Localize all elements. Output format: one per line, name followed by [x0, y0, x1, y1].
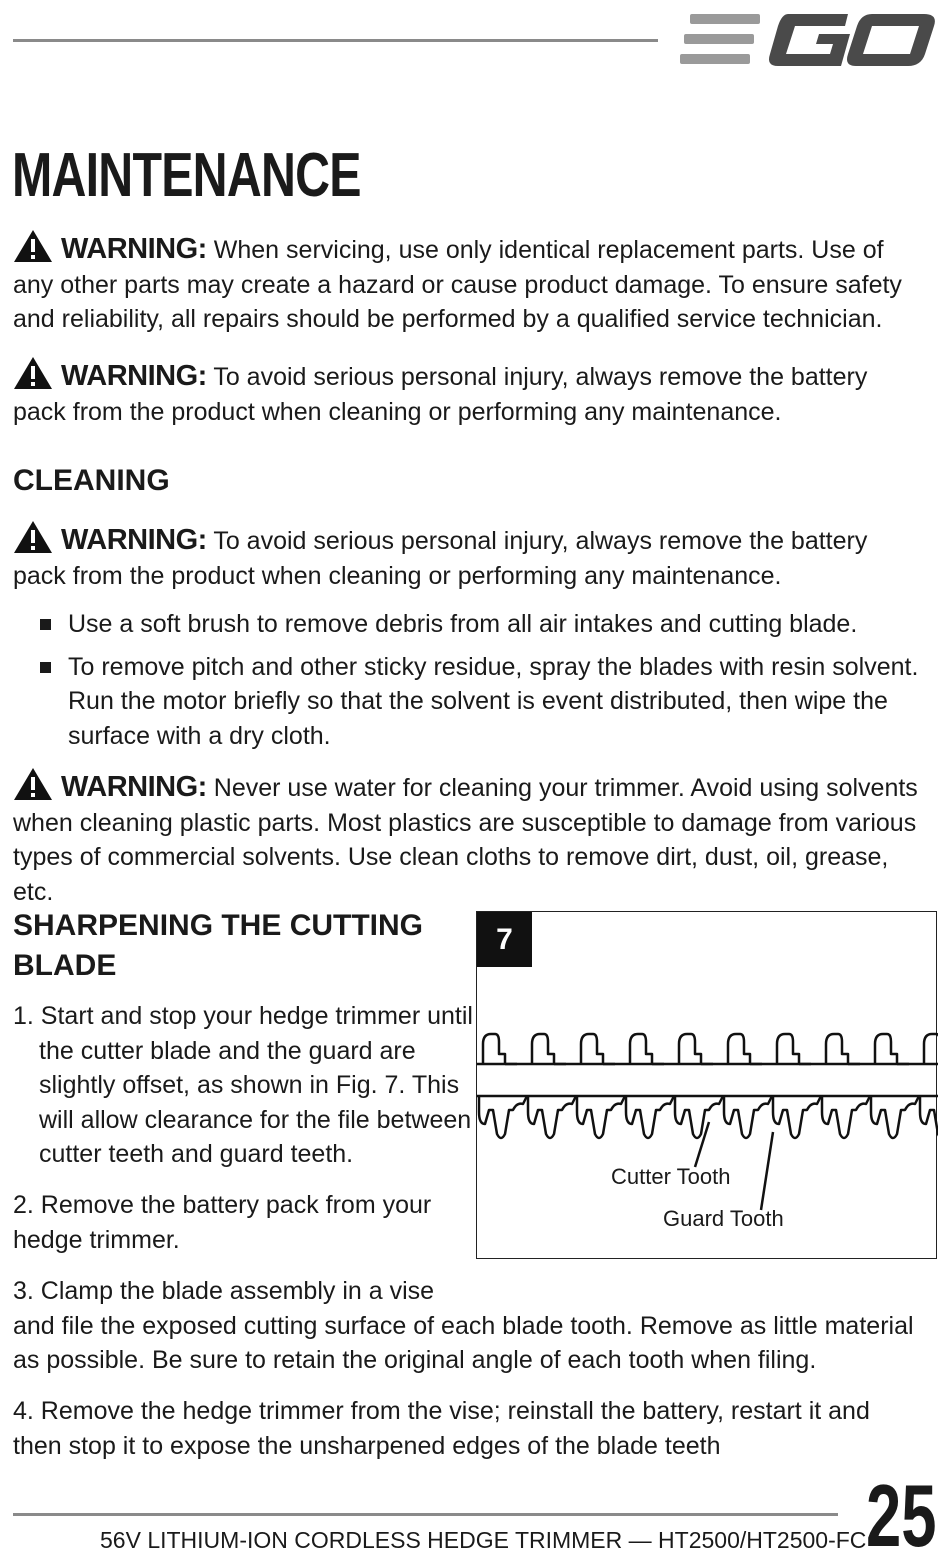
cutter-tooth-top	[483, 1034, 505, 1064]
warning-text: To avoid serious personal injury, always remove the battery pack from the product when cleaning or performing any maintenance.	[13, 527, 868, 590]
page-title: MAINTENANCE	[12, 141, 361, 210]
sharpening-heading-line1: SHARPENING THE CUTTING	[13, 909, 424, 942]
guard-tooth	[822, 1096, 870, 1138]
warning-triangle-icon	[13, 520, 53, 554]
cutter-tooth-top	[728, 1034, 750, 1064]
warning-cleaning-battery	[13, 520, 918, 593]
footer-rule	[13, 1513, 838, 1516]
list-item-text: To remove pitch and other sticky residue, spray the blades with resin solvent. Run the motor briefly so that the solvent is event distributed, then wipe the surface with a dry cloth.	[68, 652, 919, 750]
figure-number: 7	[477, 912, 532, 967]
warning-triangle-icon	[13, 767, 53, 801]
guard-tooth	[626, 1096, 674, 1138]
guard-tooth	[871, 1096, 919, 1138]
warning-triangle-icon	[13, 229, 53, 263]
warning-text: When servicing, use only identical replacement parts. Use of any other parts may create a hazard or cause product damage. To ensure safety and reliability, all repairs should be performed by a qualified service technician.	[13, 236, 902, 333]
cutter-tooth-top	[581, 1034, 603, 1064]
cleaning-bullet-list	[40, 607, 930, 761]
figure-7	[476, 911, 937, 1259]
guard-tooth	[577, 1096, 625, 1138]
step-2: 2. Remove the battery pack from your hedge trimmer.	[13, 1191, 432, 1254]
warning-triangle-icon	[13, 356, 53, 390]
guard-tooth	[479, 1096, 527, 1138]
cutter-tooth-top	[777, 1034, 799, 1064]
list-item	[40, 607, 930, 642]
guard-tooth-leader	[761, 1132, 773, 1210]
warning-text: To avoid serious personal injury, always remove the battery pack from the product when cleaning or performing any maintenance.	[13, 363, 868, 426]
cutter-tooth-top	[630, 1034, 652, 1064]
step-3-line1: 3. Clamp the blade assembly in a vise	[13, 1277, 435, 1305]
bullet-square-icon	[40, 662, 51, 673]
warning-label: WARNING:	[61, 360, 207, 392]
step-4: 4. Remove the hedge trimmer from the vise; reinstall the battery, restart it and then stop it to expose the unsharpened edges of the blade teeth	[13, 1397, 870, 1460]
footer-model-text: 56V LITHIUM-ION CORDLESS HEDGE TRIMMER — HT2500/HT2500-FC	[100, 1527, 867, 1553]
warning-no-water	[13, 767, 918, 909]
guard-tooth-label: Guard Tooth	[663, 1206, 784, 1231]
warning-label: WARNING:	[61, 524, 207, 556]
list-item-text: Use a soft brush to remove debris from all air intakes and cutting blade.	[68, 610, 858, 638]
list-item	[40, 650, 930, 754]
warning-text: Never use water for cleaning your trimmer. Avoid using solvents when cleaning plastic parts. Most plastics are susceptible to damage from various types of commercial solvents. Use clean cloths to remove dirt, dust, oil, grease, etc.	[13, 774, 918, 906]
bullet-square-icon	[40, 619, 51, 630]
cutter-tooth-label: Cutter Tooth	[611, 1164, 731, 1189]
step-3	[13, 1274, 923, 1378]
warning-label: WARNING:	[61, 771, 207, 803]
header-rule	[13, 39, 658, 42]
guard-tooth	[773, 1096, 821, 1138]
sharpening-heading-line2: BLADE	[13, 949, 117, 982]
cutter-tooth-top	[826, 1034, 848, 1064]
step-1: 1. Start and stop your hedge trimmer until the cutter blade and the guard are slightly offset, as shown in Fig. 7. This will allow clearance for the file between cutter teeth and guard teeth.	[13, 1002, 473, 1168]
warning-label: WARNING:	[61, 233, 207, 265]
warning-remove-battery	[13, 356, 918, 429]
cutter-tooth-top	[532, 1034, 554, 1064]
guard-tooth	[528, 1096, 576, 1138]
guard-tooth	[675, 1096, 723, 1138]
guard-tooth	[920, 1096, 938, 1138]
guard-tooth	[724, 1096, 772, 1138]
cleaning-heading: CLEANING	[13, 464, 170, 497]
cutter-tooth-top	[875, 1034, 897, 1064]
warning-replacement-parts	[13, 229, 918, 337]
ego-logo	[680, 10, 936, 70]
page-number: 25	[866, 1466, 937, 1565]
step-3-rest: and file the exposed cutting surface of each blade tooth. Remove as little material as possible. Be sure to retain the original angle of each tooth when filing.	[13, 1311, 914, 1374]
cutter-tooth-top	[924, 1034, 938, 1064]
sharpening-heading	[13, 906, 423, 986]
cutter-tooth-top	[679, 1034, 701, 1064]
